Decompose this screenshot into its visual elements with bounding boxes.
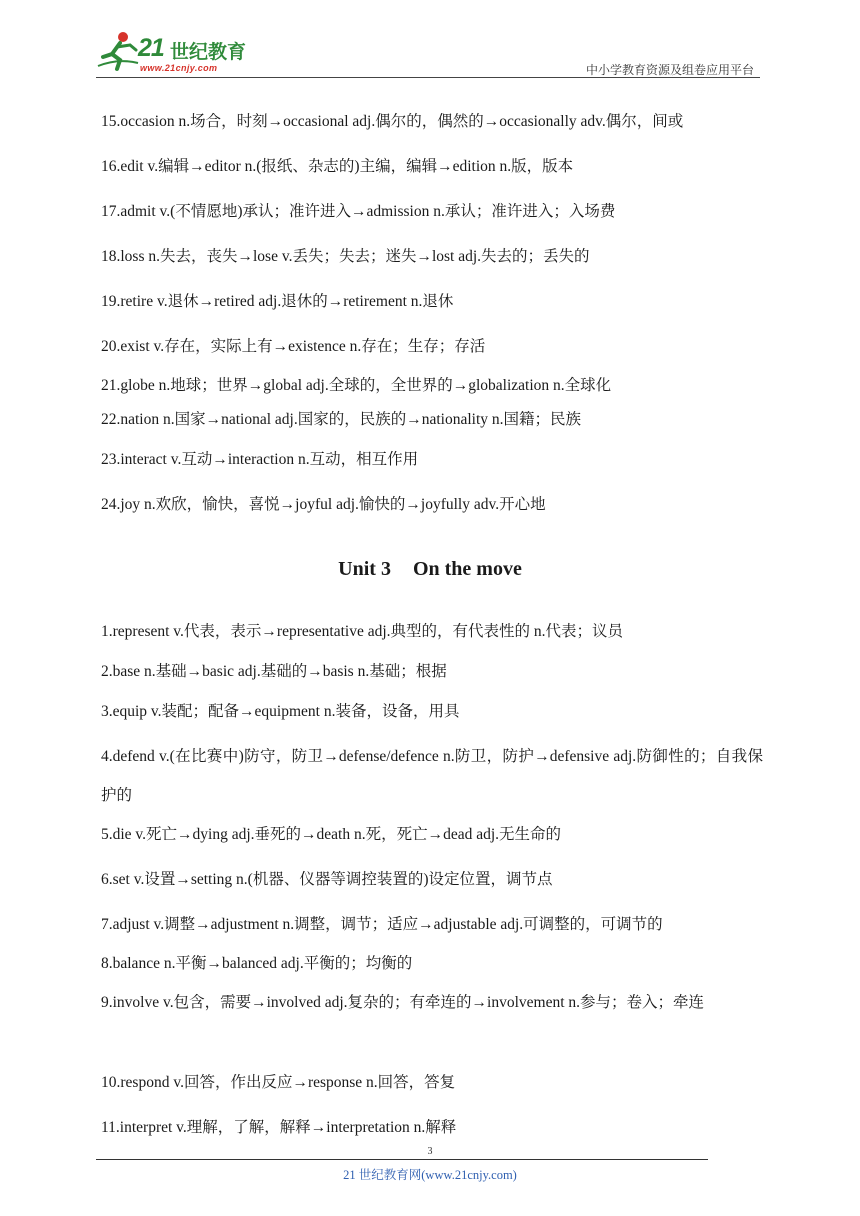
vocab-entry-24: 24.joy n.欢欣，愉快，喜悦→joyful adj.愉快的→joyfully adv.开心地 — [101, 496, 546, 513]
vocab-entry-20: 20.exist v.存在，实际上有→existence n.存在；生存；存活 — [101, 338, 486, 355]
page-header — [96, 30, 760, 78]
vocab-entry-17: 17.admit v.(不情愿地)承认；准许进入→admission n.承认；准许进入；入场费 — [101, 203, 616, 220]
vocab-entry-u3-1: 1.represent v.代表，表示→representative adj.典型的，有代表性的 n.代表；议员 — [101, 623, 624, 640]
section-title — [0, 556, 860, 582]
vocab-entry-u3-6: 6.set v.设置→setting n.(机器、仪器等调控装置的)设定位置，调节点 — [101, 871, 553, 888]
unit-name: On the move — [412, 558, 522, 580]
vocab-entry-18: 18.loss n.失去，丧失→lose v.丢失；失去；迷失→lost adj.失去的；丢失的 — [101, 248, 590, 265]
vocab-entry-u3-7: 7.adjust v.调整→adjustment n.调整，调节；适应→adjustable adj.可调整的，可调节的 — [101, 916, 663, 933]
vocab-entry-u3-5: 5.die v.死亡→dying adj.垂死的→death n.死，死亡→dead adj.无生命的 — [101, 826, 562, 843]
logo-chinese-text: 世纪教育 — [170, 41, 247, 63]
vocab-entry-u3-9: 9.involve v.包含，需要→involved adj.复杂的；有牵连的→involvement n.参与；卷入；牵连 — [101, 994, 705, 1011]
vocab-entry-u3-8: 8.balance n.平衡→balanced adj.平衡的；均衡的 — [101, 955, 413, 972]
vocab-entry-u3-4: 4.defend v.(在比赛中)防守，防卫→defense/defence n.防卫，防护→defensive adj.防御性的；自我保护的 — [101, 748, 763, 804]
vocab-entry-u3-2: 2.base n.基础→basic adj.基础的→basis n.基础；根据 — [101, 663, 447, 680]
platform-slogan: 中小学教育资源及组卷应用平台 — [585, 63, 754, 77]
vocab-entry-19: 19.retire v.退休→retired adj.退休的→retirement n.退休 — [101, 293, 454, 310]
runner-icon — [96, 30, 140, 72]
vocab-entry-u3-10: 10.respond v.回答，作出反应→response n.回答，答复 — [101, 1074, 456, 1091]
logo-url: www.21cnjy.com — [140, 63, 218, 73]
vocab-entry-23: 23.interact v.互动→interaction n.互动，相互作用 — [101, 451, 419, 468]
vocab-entry-15: 15.occasion n.场合，时刻→occasional adj.偶尔的，偶然的→occasionally adv.偶尔，间或 — [101, 113, 684, 130]
page-number: 3 — [427, 1146, 433, 1157]
vocab-entry-21: 21.globe n.地球；世界→global adj.全球的，全世界的→globalization n.全球化 — [101, 377, 612, 394]
logo-number: 21 — [138, 34, 164, 62]
site-logo[interactable] — [96, 30, 256, 74]
vocab-entry-u3-11: 11.interpret v.理解，了解，解释→interpretation n.解释 — [101, 1119, 457, 1136]
footer-divider — [96, 1159, 708, 1160]
vocab-entry-u3-3: 3.equip v.装配；配备→equipment n.装备，设备，用具 — [101, 703, 460, 720]
header-divider — [96, 77, 760, 78]
unit-number: Unit 3 — [338, 558, 391, 580]
vocab-entry-22: 22.nation n.国家→national adj.国家的，民族的→nationality n.国籍；民族 — [101, 411, 582, 428]
footer-site-link[interactable]: 21 世纪教育网(www.21cnjy.com) — [343, 1168, 517, 1182]
vocab-entry-16: 16.edit v.编辑→editor n.(报纸、杂志的)主编，编辑→edition n.版，版本 — [101, 158, 574, 175]
